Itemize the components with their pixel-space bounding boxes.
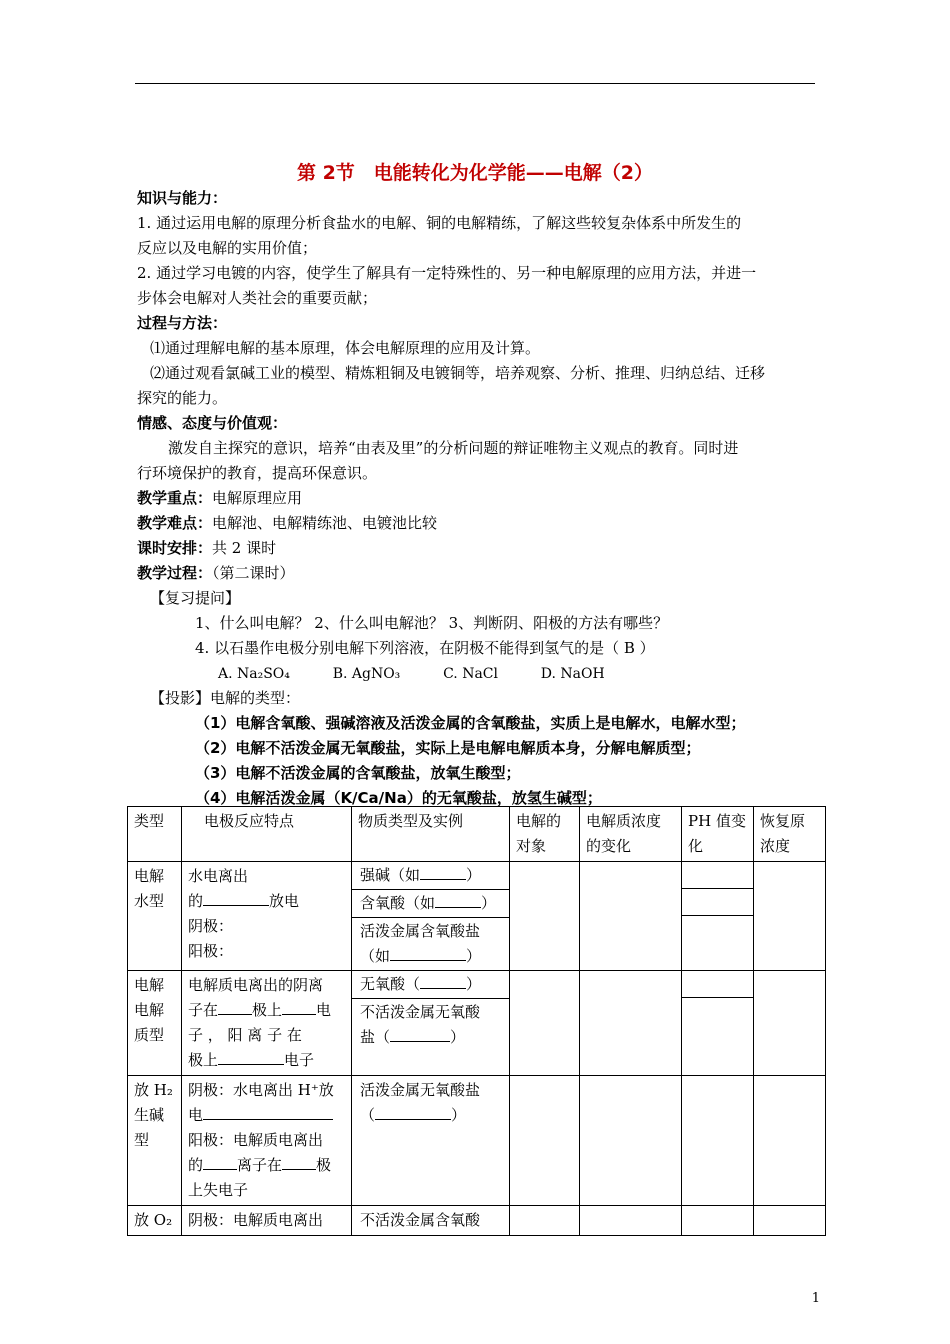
- row1-examples: [352, 862, 510, 971]
- row4-example: 不活泼金属含氧酸: [352, 1206, 510, 1236]
- process-item-1: ⑴通过理解电解的基本原理，体会电解原理的应用及计算。: [150, 339, 541, 357]
- option-a: A. Na₂SO₄: [218, 666, 290, 682]
- row1-example: 含氧酸（如 ）: [352, 890, 509, 918]
- row4-restore: [754, 1206, 826, 1236]
- table-row: [128, 971, 826, 1076]
- row2-feature: [182, 971, 352, 1076]
- header-restore: 恢复原浓度: [754, 807, 826, 862]
- row2-ph: [682, 971, 754, 1076]
- type-3: （3）电解不活泼金属的含氧酸盐，放氧生酸型；: [195, 764, 521, 782]
- class-hours: [137, 538, 276, 558]
- row1-feature-line: 水电离出: [188, 867, 249, 885]
- electrolysis-table: [127, 806, 826, 1236]
- teaching-process-value: （第二课时）: [212, 564, 295, 582]
- row1-anode: 阳极：: [188, 942, 234, 960]
- class-hours-value: 共 2 课时: [212, 539, 277, 557]
- knowledge-item-1-cont: 反应以及电解的实用价值；: [137, 239, 318, 257]
- row3-feature-line: 上失电子: [188, 1181, 249, 1199]
- option-d: D. NaOH: [540, 666, 605, 682]
- row3-feature: [182, 1076, 352, 1206]
- row4-feature: 阴极：电解质电离出: [182, 1206, 352, 1236]
- row1-restore: [754, 862, 826, 971]
- row2-feature-line: 子 ， 阳 离 子 在: [188, 1026, 302, 1044]
- row2-example: 不活泼金属无氧酸 盐（ ）: [360, 1003, 481, 1046]
- option-c: C. NaCl: [443, 666, 498, 682]
- table-header-row: [128, 807, 826, 862]
- teaching-focus-value: 电解原理应用: [212, 489, 303, 507]
- emotion-text: 激发自主探究的意识，培养“由表及里”的分析问题的辩证唯物主义观点的教育。同时进: [168, 439, 739, 457]
- teaching-process-label: 教学过程：: [137, 564, 213, 582]
- row3-feature-line: 电: [188, 1103, 345, 1128]
- page-title: 第 2节 电能转化为化学能——电解（2）: [296, 162, 654, 184]
- projection-heading: 【投影】电解的类型：: [150, 689, 301, 707]
- teaching-focus: [137, 488, 302, 508]
- row4-type: 放 O₂: [128, 1206, 182, 1236]
- row4-ph: [682, 1206, 754, 1236]
- row2-feature-line: 子在 极上 电: [188, 1001, 332, 1019]
- knowledge-item-2-cont: 步体会电解对人类社会的重要贡献；: [137, 289, 378, 307]
- header-electrode-feature: 电极反应特点: [182, 807, 352, 862]
- teaching-difficulty: [137, 513, 437, 533]
- row2-restore: [754, 971, 826, 1076]
- row3-feature-line: 的 离子在 极: [188, 1156, 332, 1174]
- row3-feature-line: 阴极：水电离出 H⁺放: [188, 1081, 334, 1099]
- option-b: B. AgNO₃: [332, 666, 401, 682]
- class-hours-label: 课时安排：: [137, 539, 213, 557]
- row1-cathode: 阴极：: [188, 917, 234, 935]
- header-type: 类型: [128, 807, 182, 862]
- row3-ph: [682, 1076, 754, 1206]
- process-heading: 过程与方法：: [137, 314, 228, 332]
- teaching-focus-label: 教学重点：: [137, 489, 213, 507]
- review-questions: 1、什么叫电解？ 2、什么叫电解池？ 3、判断阴、阳极的方法有哪些？: [195, 614, 669, 632]
- type-2: （2）电解不活泼金属无氧酸盐，实际上是电解电解质本身，分解电解质型；: [195, 739, 701, 757]
- row3-examples: 活泼金属无氧酸盐 （ ）: [352, 1076, 510, 1206]
- table-row: [128, 1076, 826, 1206]
- header-concentration-change: 电解质浓度的变化: [580, 807, 682, 862]
- row3-restore: [754, 1076, 826, 1206]
- table-row: [128, 862, 826, 971]
- row2-feature-line: 电解质电离出的阴离: [188, 976, 324, 994]
- review-question-4: 4. 以石墨作电极分别电解下列溶液，在阴极不能得到氢气的是（ B ）: [195, 639, 655, 657]
- row1-example: 活泼金属含氧酸盐 （如 ）: [360, 922, 482, 965]
- row3-object: [510, 1076, 580, 1206]
- page-number: 1: [811, 1291, 820, 1306]
- row1-type: 电解水型: [128, 862, 182, 971]
- row2-example: 无氧酸（ ）: [352, 971, 509, 999]
- table-row: [128, 1206, 826, 1236]
- row1-feature: [182, 862, 352, 971]
- row2-examples: [352, 971, 510, 1076]
- row1-object: [510, 862, 580, 971]
- emotion-heading: 情感、态度与价值观：: [137, 414, 288, 432]
- teaching-difficulty-label: 教学难点：: [137, 514, 213, 532]
- row1-concentration: [580, 862, 682, 971]
- process-item-2-cont: 探究的能力。: [137, 389, 228, 407]
- knowledge-item-1: 1. 通过运用电解的原理分析食盐水的电解、铜的电解精练，了解这些较复杂体系中所发生的: [137, 214, 742, 232]
- teaching-difficulty-value: 电解池、电解精练池、电镀池比较: [212, 514, 438, 532]
- row4-concentration: [580, 1206, 682, 1236]
- header-electrolysis-object: 电解的对象: [510, 807, 580, 862]
- process-item-2: ⑵通过观看氯碱工业的模型、精炼粗铜及电镀铜等，培养观察、分析、推理、归纳总结、迁移: [150, 364, 766, 382]
- knowledge-heading: 知识与能力：: [137, 189, 228, 207]
- knowledge-item-2: 2. 通过学习电镀的内容，使学生了解具有一定特殊性的、另一种电解原理的应用方法，并进一: [137, 264, 757, 282]
- header-ph-change: PH 值变化: [682, 807, 754, 862]
- row2-object: [510, 971, 580, 1076]
- row1-example: 强碱（如 ）: [352, 862, 509, 890]
- header-rule: [135, 83, 815, 84]
- row3-feature-line: 阳极：电解质电离出: [188, 1131, 324, 1149]
- header-substance-example: 物质类型及实例: [352, 807, 510, 862]
- row4-object: [510, 1206, 580, 1236]
- type-4: （4）电解活泼金属（K/Ca/Na）的无氧酸盐，放氢生碱型；: [195, 789, 602, 807]
- row2-type: 电解电解质型: [128, 971, 182, 1076]
- row3-type: 放 H₂ 生碱型: [128, 1076, 182, 1206]
- answer-options: [218, 663, 643, 684]
- type-1: （1）电解含氧酸、强碱溶液及活泼金属的含氧酸盐，实质上是电解水，电解水型；: [195, 714, 746, 732]
- row1-ph: [682, 862, 754, 971]
- review-heading: 【复习提问】: [150, 589, 241, 607]
- row1-feature-line: 的 放电: [188, 892, 300, 910]
- row2-feature-line: 极上 电子: [188, 1051, 315, 1069]
- row2-concentration: [580, 971, 682, 1076]
- emotion-text-cont: 行环境保护的教育，提高环保意识。: [137, 464, 378, 482]
- teaching-process: [137, 563, 295, 583]
- row3-concentration: [580, 1076, 682, 1206]
